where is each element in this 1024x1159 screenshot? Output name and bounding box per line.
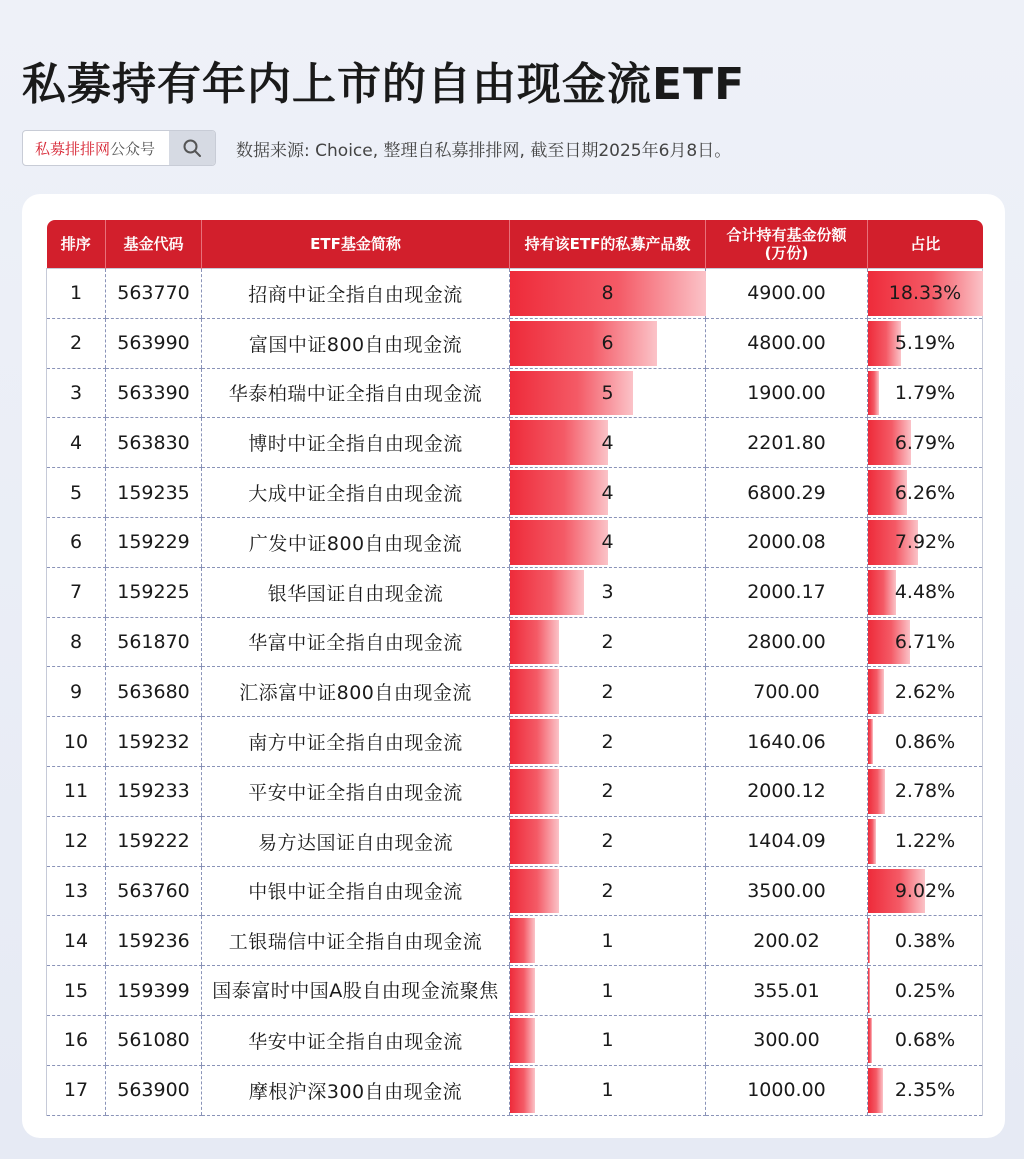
cell-name: 博时中证全指自由现金流: [202, 418, 510, 468]
count-bar: [510, 470, 608, 515]
cell-count: [510, 1065, 706, 1115]
ratio-bar: [868, 371, 879, 416]
cell-rank: 17: [47, 1065, 106, 1115]
ratio-bar: [868, 719, 873, 764]
cell-rank: 14: [47, 916, 106, 966]
cell-shares: 2800.00: [706, 617, 868, 667]
cell-ratio: [868, 468, 983, 518]
ratio-value: 2.62%: [894, 680, 956, 703]
cell-count: [510, 966, 706, 1016]
cell-rank: 12: [47, 816, 106, 866]
cell-name: 华泰柏瑞中证全指自由现金流: [202, 368, 510, 418]
cell-count: [510, 318, 706, 368]
cell-name: 华富中证全指自由现金流: [202, 617, 510, 667]
header-count: 持有该ETF的私募产品数: [510, 220, 706, 269]
table-row: [47, 667, 983, 717]
count-value: 1: [601, 979, 614, 1002]
ratio-value: 1.22%: [894, 830, 956, 853]
count-bar: [510, 869, 559, 914]
cell-code: 159225: [106, 567, 202, 617]
cell-name: 招商中证全指自由现金流: [202, 269, 510, 319]
cell-name: 易方达国证自由现金流: [202, 816, 510, 866]
cell-name: 工银瑞信中证全指自由现金流: [202, 916, 510, 966]
count-bar: [510, 719, 559, 764]
cell-ratio: [868, 318, 983, 368]
cell-name: 中银中证全指自由现金流: [202, 866, 510, 916]
count-bar: [510, 1068, 535, 1113]
cell-name: 国泰富时中国A股自由现金流聚焦: [202, 966, 510, 1016]
table-header-row: [47, 220, 983, 269]
cell-code: 563830: [106, 418, 202, 468]
count-value: 2: [601, 879, 614, 902]
cell-count: [510, 617, 706, 667]
count-value: 1: [601, 1079, 614, 1102]
cell-shares: 2201.80: [706, 418, 868, 468]
cell-count: [510, 866, 706, 916]
count-bar: [510, 1018, 535, 1063]
count-value: 1: [601, 1029, 614, 1052]
ratio-value: 6.26%: [894, 481, 956, 504]
cell-count: [510, 916, 706, 966]
ratio-value: 4.48%: [894, 581, 956, 604]
ratio-value: 5.19%: [894, 332, 956, 355]
ratio-value: 6.71%: [894, 630, 956, 653]
cell-rank: 1: [47, 269, 106, 319]
table-row: [47, 1015, 983, 1065]
cell-code: 159236: [106, 916, 202, 966]
count-value: 2: [601, 680, 614, 703]
ratio-value: 2.35%: [894, 1079, 956, 1102]
ratio-bar: [868, 1018, 872, 1063]
table-row: [47, 567, 983, 617]
cell-code: 159222: [106, 816, 202, 866]
cell-code: 159399: [106, 966, 202, 1016]
ratio-bar: [868, 669, 884, 714]
ratio-value: 1.79%: [894, 381, 956, 404]
cell-count: [510, 1015, 706, 1065]
cell-ratio: [868, 866, 983, 916]
count-value: 2: [601, 780, 614, 803]
cell-count: [510, 368, 706, 418]
count-value: 2: [601, 830, 614, 853]
cell-rank: 2: [47, 318, 106, 368]
ratio-value: 7.92%: [894, 531, 956, 554]
cell-code: 159232: [106, 717, 202, 767]
data-source-note: 数据来源: Choice, 整理自私募排排网, 截至日期2025年6月8日。: [236, 140, 732, 161]
header-shares: 合计持有基金份额 (万份): [706, 220, 868, 269]
cell-shares: 1000.00: [706, 1065, 868, 1115]
cell-ratio: [868, 418, 983, 468]
cell-name: 银华国证自由现金流: [202, 567, 510, 617]
count-bar: [510, 321, 657, 366]
table-row: [47, 517, 983, 567]
count-bar: [510, 620, 559, 665]
table-row: [47, 468, 983, 518]
cell-rank: 8: [47, 617, 106, 667]
cell-rank: 15: [47, 966, 106, 1016]
ratio-bar: [868, 968, 870, 1013]
count-bar: [510, 819, 559, 864]
count-bar: [510, 968, 535, 1013]
brand-label: [23, 138, 169, 159]
cell-shares: 1640.06: [706, 717, 868, 767]
table-body: [47, 269, 983, 1116]
cell-rank: 10: [47, 717, 106, 767]
cell-shares: 2000.08: [706, 517, 868, 567]
table-row: [47, 617, 983, 667]
cell-shares: 1404.09: [706, 816, 868, 866]
count-value: 4: [601, 481, 614, 504]
cell-shares: 4800.00: [706, 318, 868, 368]
cell-count: [510, 418, 706, 468]
cell-name: 南方中证全指自由现金流: [202, 717, 510, 767]
cell-ratio: [868, 916, 983, 966]
cell-code: 563760: [106, 866, 202, 916]
cell-count: [510, 717, 706, 767]
ratio-value: 0.86%: [894, 730, 956, 753]
count-value: 2: [601, 730, 614, 753]
page-title: 私募持有年内上市的自由现金流ETF: [22, 59, 746, 110]
cell-count: [510, 269, 706, 319]
cell-code: 159229: [106, 517, 202, 567]
ratio-value: 0.25%: [894, 979, 956, 1002]
table-row: [47, 1065, 983, 1115]
cell-ratio: [868, 1015, 983, 1065]
count-value: 4: [601, 531, 614, 554]
cell-ratio: [868, 269, 983, 319]
table-row: [47, 269, 983, 319]
count-bar: [510, 918, 535, 963]
cell-name: 大成中证全指自由现金流: [202, 468, 510, 518]
cell-name: 广发中证800自由现金流: [202, 517, 510, 567]
table-row: [47, 866, 983, 916]
table-row: [47, 966, 983, 1016]
cell-count: [510, 667, 706, 717]
cell-shares: 3500.00: [706, 866, 868, 916]
cell-name: 平安中证全指自由现金流: [202, 766, 510, 816]
cell-shares: 300.00: [706, 1015, 868, 1065]
cell-code: 563680: [106, 667, 202, 717]
cell-count: [510, 816, 706, 866]
cell-count: [510, 517, 706, 567]
header-rank: 排序: [47, 220, 106, 269]
search-box[interactable]: [22, 130, 216, 166]
table-row: [47, 916, 983, 966]
header-ratio: 占比: [868, 220, 983, 269]
cell-ratio: [868, 617, 983, 667]
count-bar: [510, 520, 608, 565]
count-value: 3: [601, 581, 614, 604]
cell-count: [510, 766, 706, 816]
ratio-value: 18.33%: [888, 282, 962, 305]
count-value: 8: [601, 282, 614, 305]
count-bar: [510, 570, 584, 615]
cell-ratio: [868, 816, 983, 866]
cell-rank: 4: [47, 418, 106, 468]
search-button[interactable]: [169, 131, 215, 165]
cell-name: 富国中证800自由现金流: [202, 318, 510, 368]
count-bar: [510, 669, 559, 714]
cell-code: 563390: [106, 368, 202, 418]
brand-name: 私募排排网: [35, 139, 111, 158]
ratio-bar: [868, 918, 870, 963]
cell-shares: 6800.29: [706, 468, 868, 518]
cell-rank: 11: [47, 766, 106, 816]
cell-count: [510, 567, 706, 617]
cell-code: 563900: [106, 1065, 202, 1115]
cell-ratio: [868, 717, 983, 767]
table-row: [47, 368, 983, 418]
cell-code: 561870: [106, 617, 202, 667]
ratio-value: 0.38%: [894, 929, 956, 952]
cell-shares: 4900.00: [706, 269, 868, 319]
header-name: ETF基金简称: [202, 220, 510, 269]
cell-count: [510, 468, 706, 518]
count-value: 1: [601, 929, 614, 952]
ratio-bar: [868, 769, 885, 814]
cell-code: 561080: [106, 1015, 202, 1065]
cell-ratio: [868, 567, 983, 617]
count-value: 4: [601, 431, 614, 454]
table-row: [47, 717, 983, 767]
cell-shares: 200.02: [706, 916, 868, 966]
ratio-value: 2.78%: [894, 780, 956, 803]
cell-rank: 16: [47, 1015, 106, 1065]
ratio-bar: [868, 819, 876, 864]
ratio-value: 9.02%: [894, 879, 956, 902]
cell-rank: 5: [47, 468, 106, 518]
table-row: [47, 816, 983, 866]
count-value: 6: [601, 332, 614, 355]
etf-table: [46, 220, 983, 1116]
search-icon: [182, 138, 202, 158]
cell-name: 摩根沪深300自由现金流: [202, 1065, 510, 1115]
count-bar: [510, 420, 608, 465]
cell-shares: 355.01: [706, 966, 868, 1016]
ratio-bar: [868, 570, 896, 615]
table-row: [47, 418, 983, 468]
ratio-value: 0.68%: [894, 1029, 956, 1052]
cell-code: 159233: [106, 766, 202, 816]
cell-ratio: [868, 966, 983, 1016]
cell-code: 563770: [106, 269, 202, 319]
cell-ratio: [868, 667, 983, 717]
cell-ratio: [868, 766, 983, 816]
ratio-value: 6.79%: [894, 431, 956, 454]
table-row: [47, 318, 983, 368]
count-value: 2: [601, 630, 614, 653]
cell-shares: 2000.12: [706, 766, 868, 816]
source-row: [22, 130, 731, 166]
table-card: [22, 194, 1005, 1138]
cell-code: 159235: [106, 468, 202, 518]
cell-shares: 700.00: [706, 667, 868, 717]
cell-ratio: [868, 1065, 983, 1115]
header-code: 基金代码: [106, 220, 202, 269]
cell-ratio: [868, 368, 983, 418]
cell-ratio: [868, 517, 983, 567]
table-row: [47, 766, 983, 816]
brand-suffix: 公众号: [110, 139, 156, 158]
cell-rank: 9: [47, 667, 106, 717]
count-value: 5: [601, 381, 614, 404]
cell-rank: 13: [47, 866, 106, 916]
cell-shares: 2000.17: [706, 567, 868, 617]
cell-rank: 3: [47, 368, 106, 418]
count-bar: [510, 371, 633, 416]
cell-rank: 7: [47, 567, 106, 617]
cell-rank: 6: [47, 517, 106, 567]
count-bar: [510, 769, 559, 814]
cell-shares: 1900.00: [706, 368, 868, 418]
ratio-bar: [868, 1068, 883, 1113]
cell-name: 汇添富中证800自由现金流: [202, 667, 510, 717]
cell-name: 华安中证全指自由现金流: [202, 1015, 510, 1065]
cell-code: 563990: [106, 318, 202, 368]
